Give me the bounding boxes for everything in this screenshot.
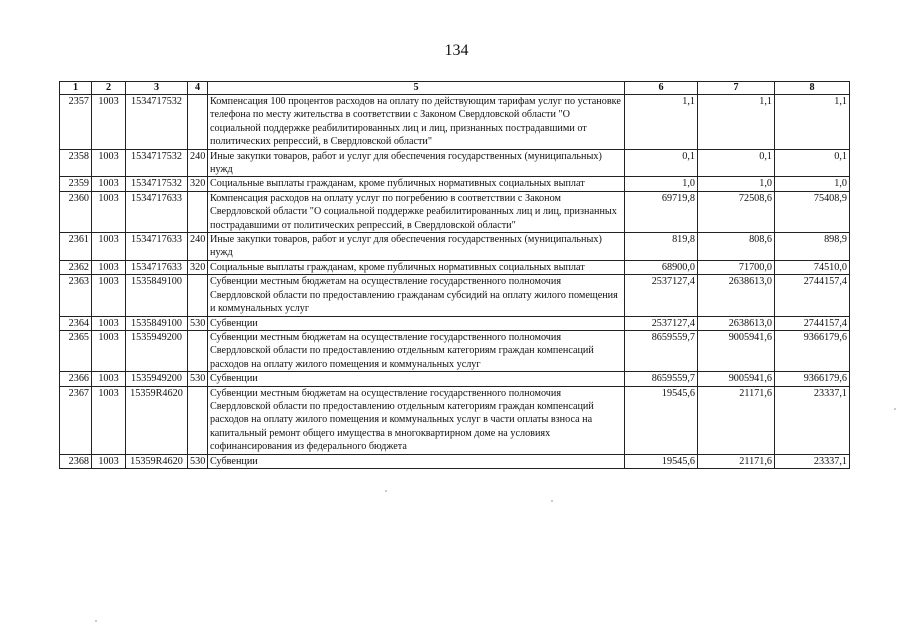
target-article-code: 1534717532	[126, 177, 188, 191]
table-row	[60, 316, 850, 330]
scan-speck	[385, 490, 387, 492]
amount-col-8: 2744157,4	[775, 316, 850, 330]
amount-col-6: 0,1	[625, 149, 698, 177]
item-name: Иные закупки товаров, работ и услуг для обеспечения государственных (муниципальных) нужд	[208, 233, 625, 261]
section-code: 1003	[92, 260, 126, 274]
amount-col-6: 19545,6	[625, 386, 698, 454]
expense-type-code: 530	[188, 372, 208, 386]
amount-col-6: 2537127,4	[625, 275, 698, 316]
row-number: 2361	[60, 233, 92, 261]
target-article-code: 15359R4620	[126, 386, 188, 454]
item-name: Субвенции местным бюджетам на осуществление государственного полномочия Свердловской области по предоставлению отдельным категориям граждан компенсаций расходов на оплату жилого помещения и коммунальных услуг в части оплаты взноса на капитальный ремонт общего имущества в многоквартирном доме на условиях софинансирования из федерального бюджета	[208, 386, 625, 454]
expense-type-code: 530	[188, 316, 208, 330]
expense-type-code	[188, 275, 208, 316]
row-number: 2364	[60, 316, 92, 330]
amount-col-7: 72508,6	[698, 191, 775, 232]
target-article-code: 1535949200	[126, 330, 188, 371]
item-name: Компенсация 100 процентов расходов на оплату по действующим тарифам услуг по установке телефона по месту жительства в соответствии с Законом Свердловской области "О социальной поддержке реабилитированных лиц и лиц, признанных пострадавшими от политических репрессий, в Свердловской области"	[208, 95, 625, 150]
item-name: Компенсация расходов на оплату услуг по погребению в соответствии с Законом Свердловской области "О социальной поддержке реабилитированных лиц и лиц, признанных пострадавшими от политических репрессий, в Свердловской области"	[208, 191, 625, 232]
section-code: 1003	[92, 177, 126, 191]
row-number: 2365	[60, 330, 92, 371]
row-number: 2368	[60, 454, 92, 468]
amount-col-8: 1,1	[775, 95, 850, 150]
table-row	[60, 330, 850, 371]
section-code: 1003	[92, 149, 126, 177]
table-row	[60, 149, 850, 177]
item-name: Иные закупки товаров, работ и услуг для обеспечения государственных (муниципальных) нужд	[208, 149, 625, 177]
target-article-code: 1534717532	[126, 149, 188, 177]
item-name: Социальные выплаты гражданам, кроме публичных нормативных социальных выплат	[208, 260, 625, 274]
item-name: Субвенции	[208, 316, 625, 330]
section-code: 1003	[92, 191, 126, 232]
amount-col-7: 9005941,6	[698, 372, 775, 386]
expense-type-code	[188, 191, 208, 232]
target-article-code: 1534717633	[126, 260, 188, 274]
amount-col-7: 808,6	[698, 233, 775, 261]
amount-col-8: 74510,0	[775, 260, 850, 274]
table-row	[60, 386, 850, 454]
amount-col-7: 0,1	[698, 149, 775, 177]
section-code: 1003	[92, 275, 126, 316]
section-code: 1003	[92, 454, 126, 468]
target-article-code: 1535949200	[126, 372, 188, 386]
table-row	[60, 95, 850, 150]
amount-col-8: 9366179,6	[775, 330, 850, 371]
table-row	[60, 233, 850, 261]
amount-col-8: 2744157,4	[775, 275, 850, 316]
target-article-code: 1534717633	[126, 191, 188, 232]
target-article-code: 1534717532	[126, 95, 188, 150]
amount-col-8: 898,9	[775, 233, 850, 261]
amount-col-7: 9005941,6	[698, 330, 775, 371]
amount-col-6: 1,1	[625, 95, 698, 150]
item-name: Социальные выплаты гражданам, кроме публичных нормативных социальных выплат	[208, 177, 625, 191]
scan-speck	[551, 500, 553, 502]
expense-type-code	[188, 95, 208, 150]
row-number: 2358	[60, 149, 92, 177]
amount-col-6: 8659559,7	[625, 330, 698, 371]
row-number: 2367	[60, 386, 92, 454]
row-number: 2360	[60, 191, 92, 232]
table-row	[60, 372, 850, 386]
expense-type-code: 320	[188, 260, 208, 274]
section-code: 1003	[92, 316, 126, 330]
column-header: 3	[126, 82, 188, 95]
expense-type-code	[188, 386, 208, 454]
amount-col-6: 1,0	[625, 177, 698, 191]
column-header: 8	[775, 82, 850, 95]
amount-col-8: 23337,1	[775, 386, 850, 454]
target-article-code: 1535849100	[126, 275, 188, 316]
row-number: 2357	[60, 95, 92, 150]
amount-col-8: 9366179,6	[775, 372, 850, 386]
section-code: 1003	[92, 372, 126, 386]
amount-col-7: 21171,6	[698, 386, 775, 454]
column-header: 4	[188, 82, 208, 95]
page-number: 134	[444, 42, 469, 59]
table-row	[60, 454, 850, 468]
target-article-code: 15359R4620	[126, 454, 188, 468]
amount-col-7: 1,1	[698, 95, 775, 150]
item-name: Субвенции	[208, 454, 625, 468]
item-name: Субвенции	[208, 372, 625, 386]
expense-type-code: 320	[188, 177, 208, 191]
budget-table	[59, 81, 850, 469]
scan-speck	[95, 620, 97, 622]
table-row	[60, 177, 850, 191]
amount-col-6: 819,8	[625, 233, 698, 261]
section-code: 1003	[92, 386, 126, 454]
column-header: 5	[208, 82, 625, 95]
section-code: 1003	[92, 95, 126, 150]
amount-col-6: 68900,0	[625, 260, 698, 274]
row-number: 2362	[60, 260, 92, 274]
amount-col-7: 21171,6	[698, 454, 775, 468]
column-header: 6	[625, 82, 698, 95]
target-article-code: 1534717633	[126, 233, 188, 261]
amount-col-7: 2638613,0	[698, 316, 775, 330]
column-header: 2	[92, 82, 126, 95]
table-row	[60, 191, 850, 232]
amount-col-7: 1,0	[698, 177, 775, 191]
amount-col-7: 71700,0	[698, 260, 775, 274]
item-name: Субвенции местным бюджетам на осуществление государственного полномочия Свердловской области по предоставлению гражданам субсидий на оплату жилого помещения и коммунальных услуг	[208, 275, 625, 316]
amount-col-8: 1,0	[775, 177, 850, 191]
section-code: 1003	[92, 233, 126, 261]
target-article-code: 1535849100	[126, 316, 188, 330]
scan-speck	[894, 408, 896, 410]
expense-type-code: 240	[188, 233, 208, 261]
expense-type-code: 240	[188, 149, 208, 177]
section-code: 1003	[92, 330, 126, 371]
amount-col-6: 8659559,7	[625, 372, 698, 386]
row-number: 2366	[60, 372, 92, 386]
column-header: 1	[60, 82, 92, 95]
amount-col-6: 69719,8	[625, 191, 698, 232]
table-header-row	[60, 82, 850, 95]
table-row	[60, 275, 850, 316]
row-number: 2359	[60, 177, 92, 191]
expense-type-code: 530	[188, 454, 208, 468]
amount-col-6: 2537127,4	[625, 316, 698, 330]
row-number: 2363	[60, 275, 92, 316]
amount-col-8: 75408,9	[775, 191, 850, 232]
item-name: Субвенции местным бюджетам на осуществление государственного полномочия Свердловской области по предоставлению отдельным категориям граждан компенсаций расходов на оплату жилого помещения и коммунальных услуг	[208, 330, 625, 371]
amount-col-6: 19545,6	[625, 454, 698, 468]
expense-type-code	[188, 330, 208, 371]
table-row	[60, 260, 850, 274]
amount-col-7: 2638613,0	[698, 275, 775, 316]
amount-col-8: 0,1	[775, 149, 850, 177]
column-header: 7	[698, 82, 775, 95]
amount-col-8: 23337,1	[775, 454, 850, 468]
